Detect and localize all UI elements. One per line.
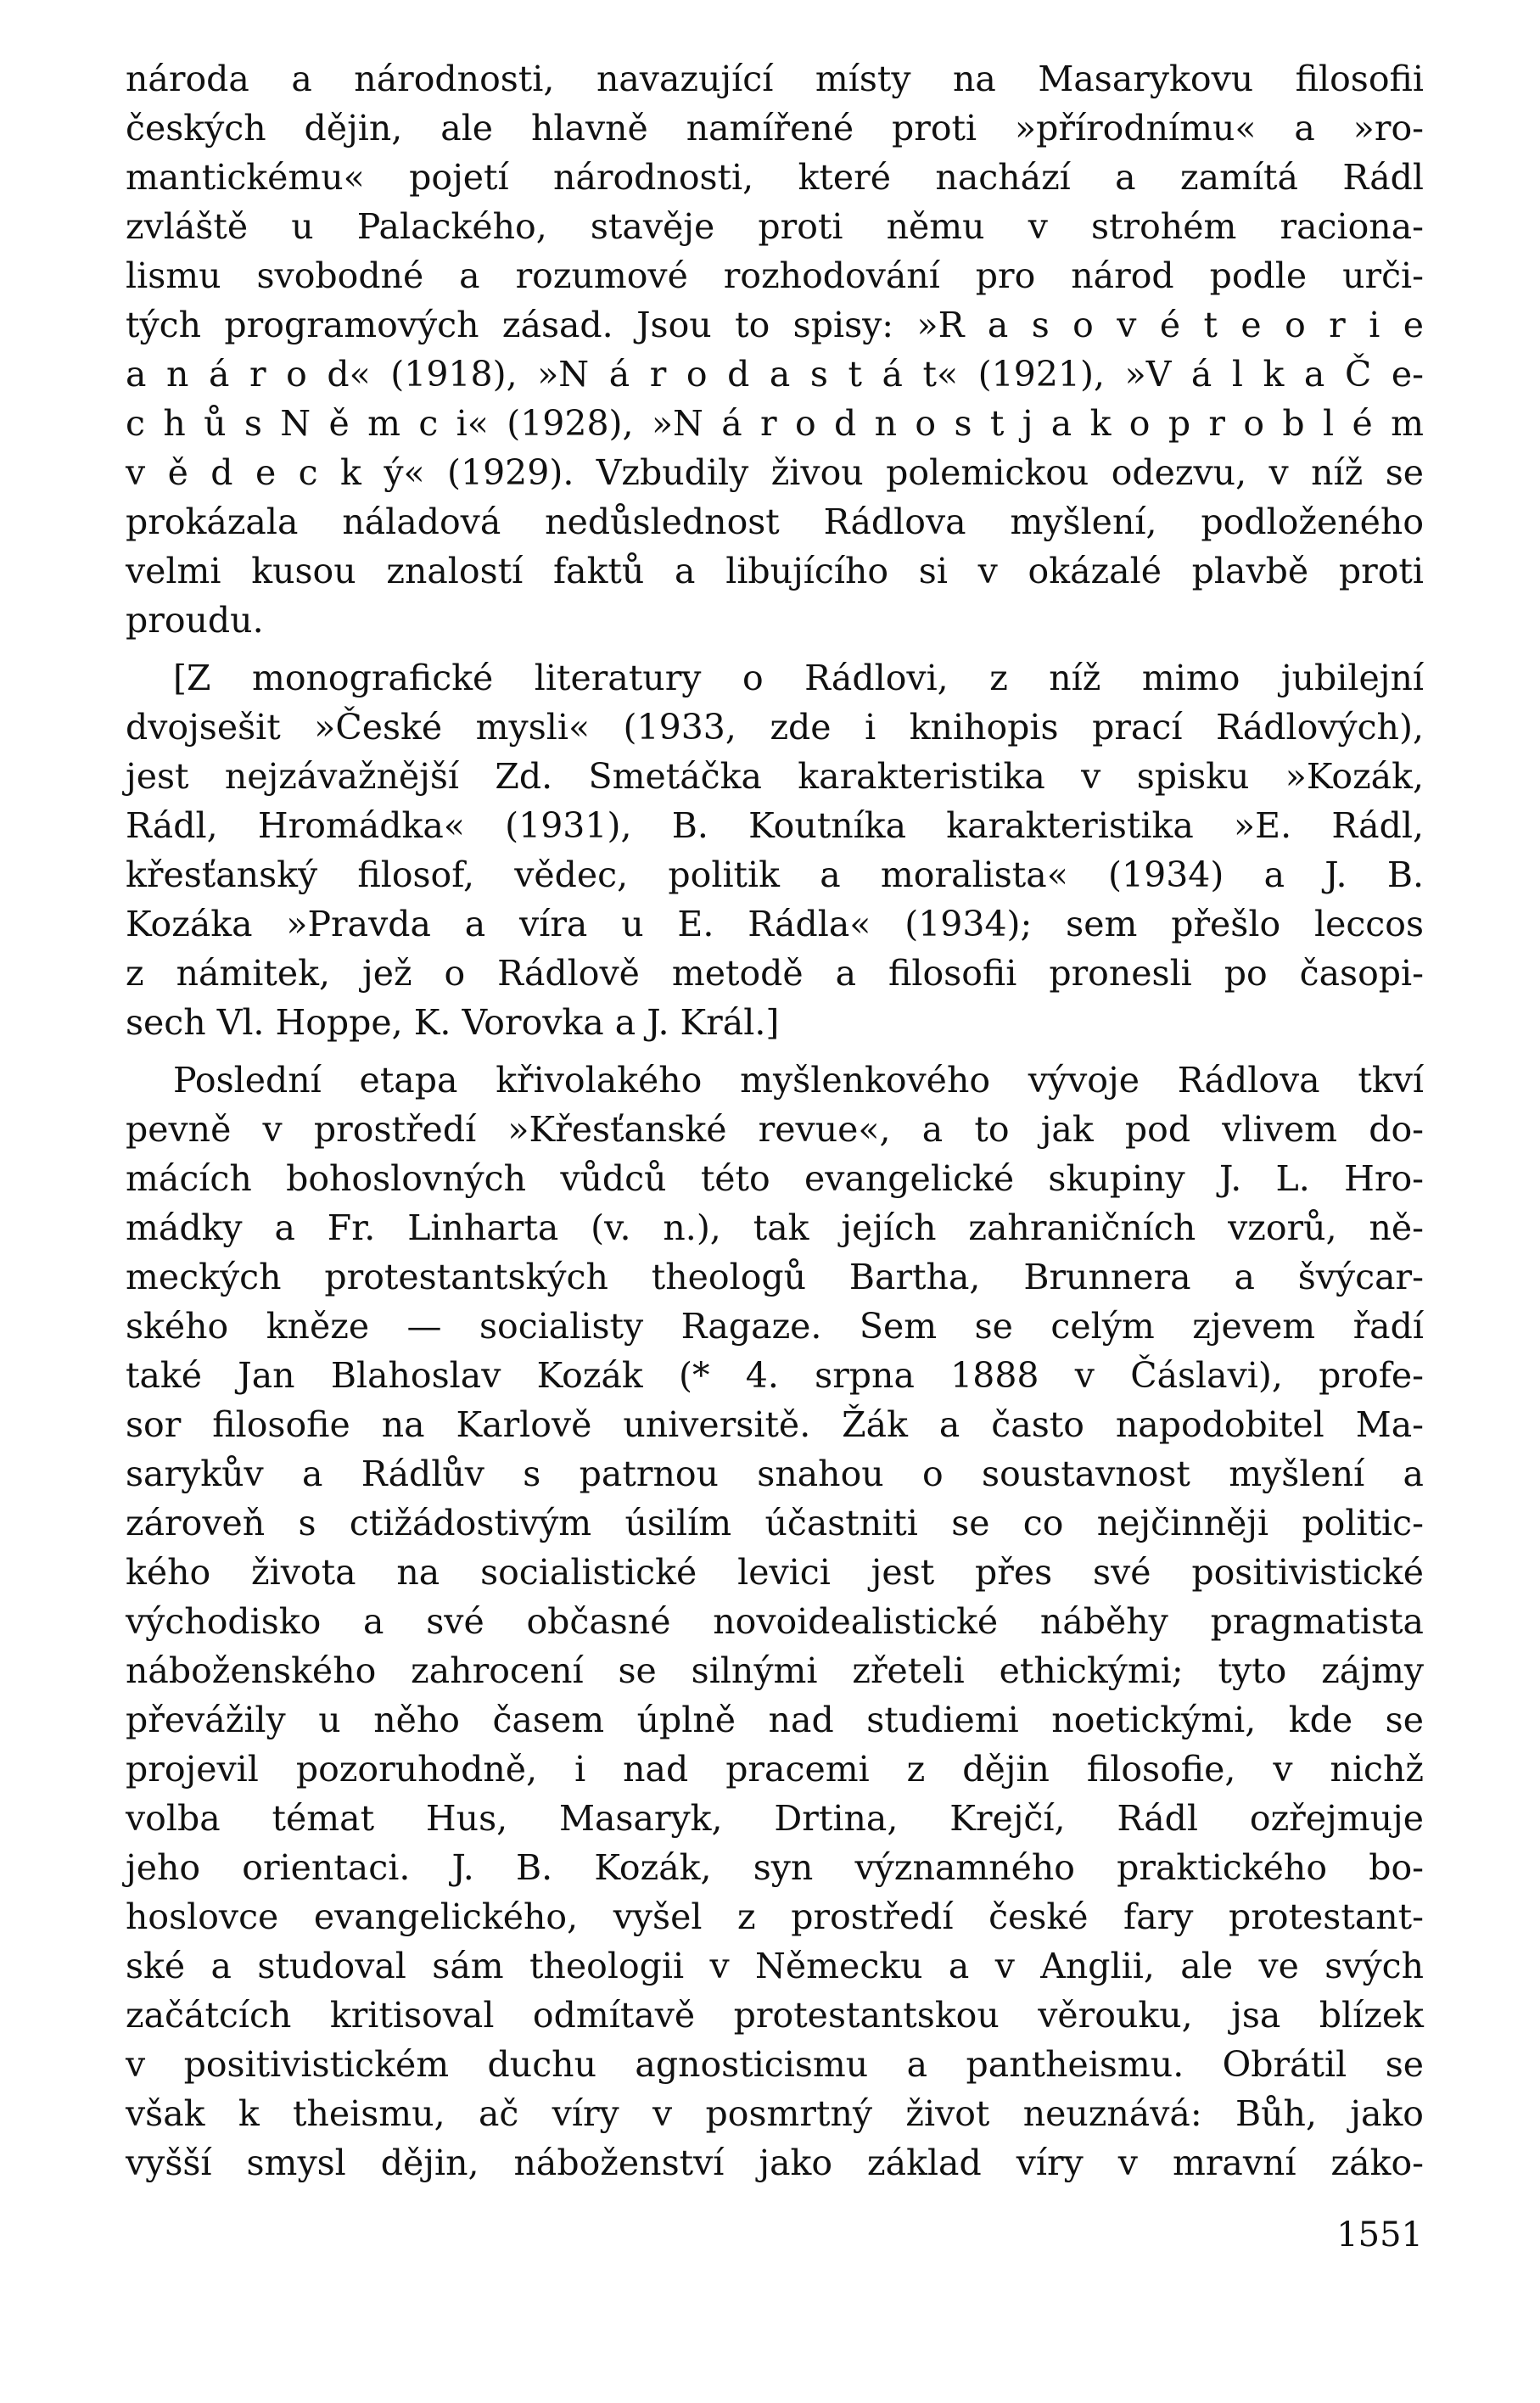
text-line: mácích bohoslovných vůdců této evangelické skupiny J. L. Hro- bbox=[126, 1158, 1424, 1199]
text-line: lismu svobodné a rozumové rozhodování pro národ podle urči- bbox=[126, 255, 1424, 296]
text-line: v ě d e c k ý« (1929). Vzbudily živou polemickou odezvu, v níž se bbox=[126, 452, 1424, 493]
text-line: náboženského zahrocení se silnými zřeteli ethickými; tyto zájmy bbox=[126, 1650, 1424, 1691]
text-line: sech Vl. Hoppe, K. Vorovka a J. Král.] bbox=[126, 1002, 780, 1043]
text-line: ského kněze — socialisty Ragaze. Sem se celým zjevem řadí bbox=[126, 1306, 1424, 1347]
text-line: kého života na socialistické levici jest přes své positivistické bbox=[126, 1552, 1424, 1593]
text-line: volba témat Hus, Masaryk, Drtina, Krejčí, Rádl ozřejmuje bbox=[126, 1798, 1424, 1839]
text-line: Rádl, Hromádka« (1931), B. Koutníka karakteristika »E. Rádl, bbox=[126, 805, 1424, 846]
page-number: 1551 bbox=[1336, 2215, 1423, 2255]
text-line: začátcích kritisoval odmítavě protestantskou věrouku, jsa blízek bbox=[126, 1995, 1424, 2036]
text-line: jeho orientaci. J. B. Kozák, syn významného praktického bo- bbox=[126, 1847, 1424, 1888]
text-line: jest nejzávažnější Zd. Smetáčka karakteristika v spisku »Kozák, bbox=[126, 756, 1424, 797]
text-line: projevil pozoruhodně, i nad pracemi z dějin filosofie, v nichž bbox=[126, 1749, 1424, 1790]
text-line: [Z monografické literatury o Rádlovi, z níž mimo jubilejní bbox=[173, 658, 1424, 698]
text-line: východisko a své občasné novoidealistické náběhy pragmatista bbox=[126, 1601, 1424, 1642]
text-line: meckých protestantských theologů Bartha, Brunnera a švýcar- bbox=[126, 1257, 1424, 1297]
text-line: národa a národnosti, navazující místy na Masarykovu filosofii bbox=[126, 59, 1424, 99]
text-line: českých dějin, ale hlavně namířené proti »přírodnímu« a »ro- bbox=[126, 108, 1424, 148]
text-line: sarykův a Rádlův s patrnou snahou o soustavnost myšlení a bbox=[126, 1454, 1424, 1494]
text-line: převážily u něho časem úplně nad studiemi noetickými, kde se bbox=[126, 1700, 1424, 1740]
text-line: prokázala náladová nedůslednost Rádlova myšlení, podloženého bbox=[126, 501, 1424, 542]
text-line: však k theismu, ač víry v posmrtný život neuznává: Bůh, jako bbox=[126, 2093, 1424, 2134]
text-line: zároveň s ctižádostivým úsilím účastniti se co nejčinněji politic- bbox=[126, 1503, 1424, 1543]
text-line: a n á r o d« (1918), »N á r o d a s t á t« (1921), »V á l k a Č e- bbox=[126, 354, 1424, 395]
text-line: v positivistickém duchu agnosticismu a pantheismu. Obrátil se bbox=[126, 2044, 1424, 2085]
text-line: Poslední etapa křivolakého myšlenkového vývoje Rádlova tkví bbox=[173, 1060, 1424, 1101]
text-line: pevně v prostředí »Křesťanské revue«, a to jak pod vlivem do- bbox=[126, 1109, 1424, 1150]
text-line: mádky a Fr. Linharta (v. n.), tak jejích zahraničních vzorů, ně- bbox=[126, 1207, 1424, 1248]
text-line: mantickému« pojetí národnosti, které nachází a zamítá Rádl bbox=[126, 157, 1424, 198]
text-line: křesťanský filosof, vědec, politik a moralista« (1934) a J. B. bbox=[126, 854, 1424, 895]
text-line: hoslovce evangelického, vyšel z prostředí české fary protestant- bbox=[126, 1896, 1424, 1937]
text-line: zvláště u Palackého, stavěje proti němu v strohém raciona- bbox=[126, 206, 1424, 247]
text-line: proudu. bbox=[126, 600, 264, 641]
text-line: sor filosofie na Karlově universitě. Žák a často napodobitel Ma- bbox=[126, 1404, 1424, 1445]
text-line: také Jan Blahoslav Kozák (* 4. srpna 1888 v Čáslavi), profe- bbox=[126, 1355, 1424, 1396]
text-line: ské a studoval sám theologii v Německu a v Anglii, ale ve svých bbox=[126, 1946, 1424, 1986]
text-line: dvojsešit »České mysli« (1933, zde i knihopis prací Rádlových), bbox=[126, 707, 1424, 748]
text-line: vyšší smysl dějin, náboženství jako základ víry v mravní záko- bbox=[126, 2143, 1424, 2183]
text-line: velmi kusou znalostí faktů a libujícího si v okázalé plavbě proti bbox=[126, 551, 1424, 591]
text-line: tých programových zásad. Jsou to spisy: »R a s o v é t e o r i e bbox=[126, 305, 1424, 345]
text-line: Kozáka »Pravda a víra u E. Rádla« (1934); sem přešlo leccos bbox=[126, 904, 1424, 944]
text-line: z námitek, jež o Rádlově metodě a filosofii pronesli po časopi- bbox=[126, 953, 1424, 994]
text-line: c h ů s N ě m c i« (1928), »N á r o d n o s t j a k o p r o b l é m bbox=[126, 403, 1424, 444]
